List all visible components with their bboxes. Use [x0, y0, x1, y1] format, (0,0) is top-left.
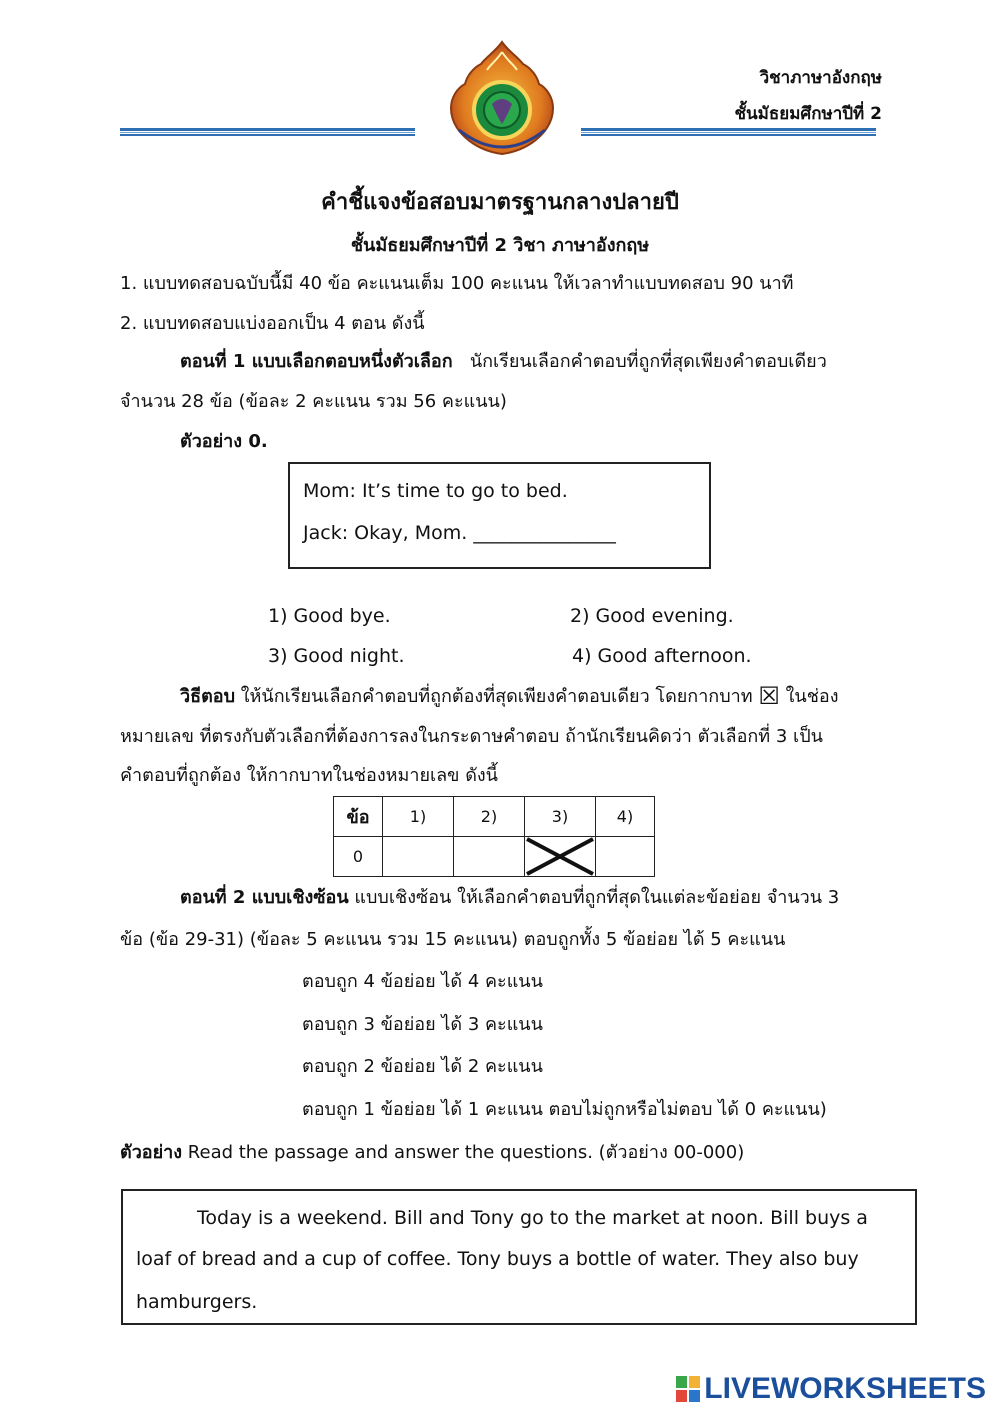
answer-example-table [333, 796, 655, 877]
page-title: คำชี้แจงข้อสอบมาตรฐานกลางปลายปี [321, 190, 679, 215]
part1-example-label: ตัวอย่าง 0. [180, 431, 268, 452]
dialogue-line-1: Mom: It’s time to go to bed. [303, 480, 568, 502]
checkbox-x-icon: ☒ [758, 682, 780, 710]
score-rule: ตอบถูก 4 ข้อย่อย ได้ 4 คะแนน [302, 971, 543, 992]
part2-example-label: ตัวอย่าง [120, 1142, 183, 1163]
liveworksheets-icon [676, 1376, 700, 1402]
table-header: 1) [383, 797, 454, 837]
page-subtitle: ชั้นมัธยมศึกษาปีที่ 2 วิชา ภาษาอังกฤษ [350, 235, 650, 256]
part2-line [180, 886, 839, 910]
score-rule: ตอบถูก 1 ข้อย่อย ได้ 1 คะแนน ตอบไม่ถูกหรือไม่ตอบ ได้ 0 คะแนน) [302, 1099, 827, 1120]
part1-desc-a: นักเรียนเลือกคำตอบที่ถูกที่สุดเพียงคำตอบเดียว [469, 351, 827, 372]
how-to-answer-line-3: คำตอบที่ถูกต้อง ให้กากบาทในช่องหมายเลข ดังนี้ [120, 765, 498, 786]
table-header: 3) [525, 797, 596, 837]
choice-2: 2) Good evening. [570, 605, 734, 627]
passage-line-1: Today is a weekend. Bill and Tony go to the market at noon. Bill buys a [197, 1207, 868, 1229]
part2-example-range: (ตัวอย่าง 00-000) [598, 1142, 745, 1163]
how-text-a-end: ในช่อง [785, 686, 839, 707]
subject-line: วิชาภาษาอังกฤษ [759, 68, 882, 88]
part1-heading: ตอนที่ 1 แบบเลือกตอบหนึ่งตัวเลือก [180, 351, 453, 372]
choice-3: 3) Good night. [268, 645, 405, 667]
dialogue-line-2: Jack: Okay, Mom. _______________ [303, 522, 616, 544]
part1-desc-b: จำนวน 28 ข้อ (ข้อละ 2 คะแนน รวม 56 คะแนน) [120, 391, 507, 412]
emblem-icon [437, 38, 567, 160]
table-header: 4) [596, 797, 655, 837]
table-header-row [334, 797, 655, 837]
passage-line-3: hamburgers. [136, 1291, 258, 1313]
header-rule-right [581, 128, 876, 136]
liveworksheets-brand: LIVEWORKSHEETS [704, 1372, 986, 1405]
how-text-a: ให้นักเรียนเลือกคำตอบที่ถูกต้องที่สุดเพียงคำตอบเดียว โดยกากบาท [240, 686, 753, 707]
grade-line: ชั้นมัธยมศึกษาปีที่ 2 [734, 104, 882, 124]
instruction-item-1: 1. แบบทดสอบฉบับนี้มี 40 ข้อ คะแนนเต็ม 100 คะแนน ให้เวลาทำแบบทดสอบ 90 นาที [120, 273, 794, 294]
liveworksheets-logo [676, 1372, 986, 1406]
part2-desc-b: ข้อ (ข้อ 29-31) (ข้อละ 5 คะแนน รวม 15 คะแนน) ตอบถูกทั้ง 5 ข้อย่อย ได้ 5 คะแนน [120, 929, 786, 950]
table-header: ข้อ [334, 797, 383, 837]
part2-heading: ตอนที่ 2 แบบเชิงซ้อน [180, 887, 349, 908]
choice-1: 1) Good bye. [268, 605, 391, 627]
part2-desc-a: แบบเชิงซ้อน ให้เลือกคำตอบที่ถูกที่สุดในแต่ละข้อย่อย จำนวน 3 [354, 887, 840, 908]
answer-cell-3 [525, 837, 596, 877]
choice-4: 4) Good afternoon. [572, 645, 752, 667]
how-to-answer-line-2: หมายเลข ที่ตรงกับตัวเลือกที่ต้องการลงในกระดาษคำตอบ ถ้านักเรียนคิดว่า ตัวเลือกที่ 3 เป็น [120, 726, 823, 747]
table-row-label: 0 [334, 837, 383, 877]
dialogue-box [288, 462, 711, 569]
passage-box [121, 1189, 917, 1325]
part2-example-text: Read the passage and answer the questions. [187, 1142, 593, 1163]
passage-line-2: loaf of bread and a cup of coffee. Tony buys a bottle of water. They also buy [136, 1248, 859, 1270]
cross-mark-icon [525, 837, 595, 876]
table-header: 2) [454, 797, 525, 837]
score-rule: ตอบถูก 2 ข้อย่อย ได้ 2 คะแนน [302, 1056, 543, 1077]
answer-cell-2 [454, 837, 525, 877]
answer-cell-1 [383, 837, 454, 877]
header-rule-left [120, 128, 415, 136]
part1-line [180, 350, 827, 374]
answer-cell-4 [596, 837, 655, 877]
how-label: วิธีตอบ [180, 686, 236, 707]
instruction-item-2: 2. แบบทดสอบแบ่งออกเป็น 4 ตอน ดังนี้ [120, 313, 425, 334]
score-rule: ตอบถูก 3 ข้อย่อย ได้ 3 คะแนน [302, 1014, 543, 1035]
table-row [334, 837, 655, 877]
how-to-answer-line-1 [180, 684, 839, 709]
part2-example-line [120, 1141, 744, 1165]
